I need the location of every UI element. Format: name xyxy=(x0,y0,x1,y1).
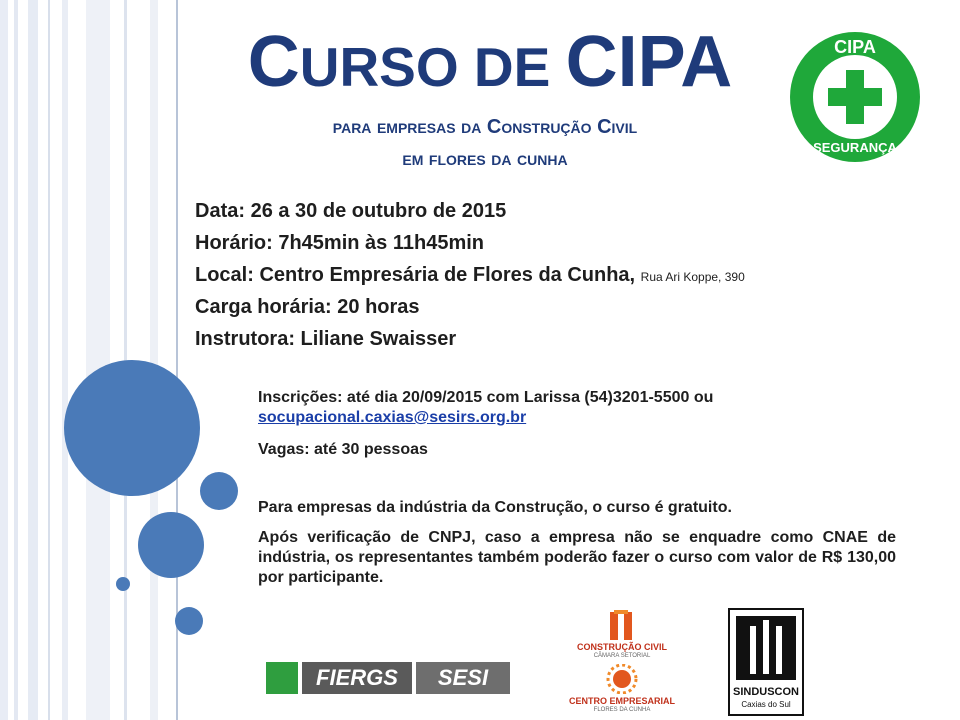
sinduscon-sublabel: Caxias do Sul xyxy=(741,700,791,709)
cipa-logo-top-text: CIPA xyxy=(834,37,876,57)
construcao-civil-logo xyxy=(566,608,678,716)
sesi-label: SESI xyxy=(416,662,510,694)
decor-stripe xyxy=(0,0,8,720)
info-instructor: Instrutora: Liliane Swaisser xyxy=(195,328,457,350)
decor-stripe xyxy=(62,0,68,720)
decor-circle xyxy=(200,472,238,510)
sinduscon-logo xyxy=(728,608,804,716)
vacancies-text: Vagas: até 30 pessoas xyxy=(258,441,428,458)
fiergs-emblem-icon xyxy=(266,662,298,694)
decor-stripe xyxy=(14,0,18,720)
subtitle-line1: para empresas da Construção Civil xyxy=(332,116,638,138)
cipa-logo xyxy=(788,30,922,164)
registration-email-link[interactable]: socupacional.caxias@sesirs.org.br xyxy=(258,409,527,426)
construcao-civil-label: CONSTRUÇÃO CIVIL xyxy=(577,642,667,652)
info-date: Data: 26 a 30 de outubro de 2015 xyxy=(195,200,507,222)
info-time: Horário: 7h45min às 11h45min xyxy=(195,232,485,254)
fiergs-sesi-logo xyxy=(266,662,510,694)
subtitle-line2: em flores da cunha xyxy=(402,148,568,170)
decor-stripe xyxy=(86,0,110,720)
free-course-text: Para empresas da indústria da Construção, o curso é gratuito. xyxy=(258,499,732,516)
cnpj-note-text: Após verificação de CNPJ, caso a empresa não se enquadre como CNAE de indústria, os representantes também poderão fazer o curso com valor de R$ 130,00 por participante. xyxy=(258,529,896,586)
decor-stripe xyxy=(28,0,38,720)
registration-text xyxy=(258,388,896,428)
centro-empresarial-label: CENTRO EMPRESARIAL xyxy=(568,696,675,706)
page-title: CURSO DE CIPA xyxy=(247,22,733,102)
registration-line: Inscrições: até dia 20/09/2015 com Larissa (54)3201-5500 ou xyxy=(258,389,714,406)
sinduscon-label: SINDUSCON xyxy=(732,686,799,698)
cipa-logo-bottom-text: SEGURANÇA xyxy=(813,140,897,155)
decor-circle xyxy=(116,577,130,591)
info-address: Rua Ari Koppe, 390 xyxy=(640,270,745,284)
construcao-civil-sublabel: CÂMARA SETORIAL xyxy=(593,653,651,659)
decor-circle-large xyxy=(64,360,200,496)
centro-empresarial-sublabel: FLORES DA CUNHA xyxy=(593,707,651,713)
decor-circle xyxy=(175,607,203,635)
info-location: Local: Centro Empresária de Flores da Cunha, Rua Ari Koppe, 390 xyxy=(195,264,745,286)
decor-stripe xyxy=(150,0,158,720)
info-workload: Carga horária: 20 horas xyxy=(195,296,420,318)
centro-empresarial-emblem-icon xyxy=(566,664,678,694)
sinduscon-emblem-icon xyxy=(736,616,796,680)
decor-stripe xyxy=(48,0,50,720)
fiergs-label: FIERGS xyxy=(302,662,412,694)
decor-circle xyxy=(138,512,204,578)
